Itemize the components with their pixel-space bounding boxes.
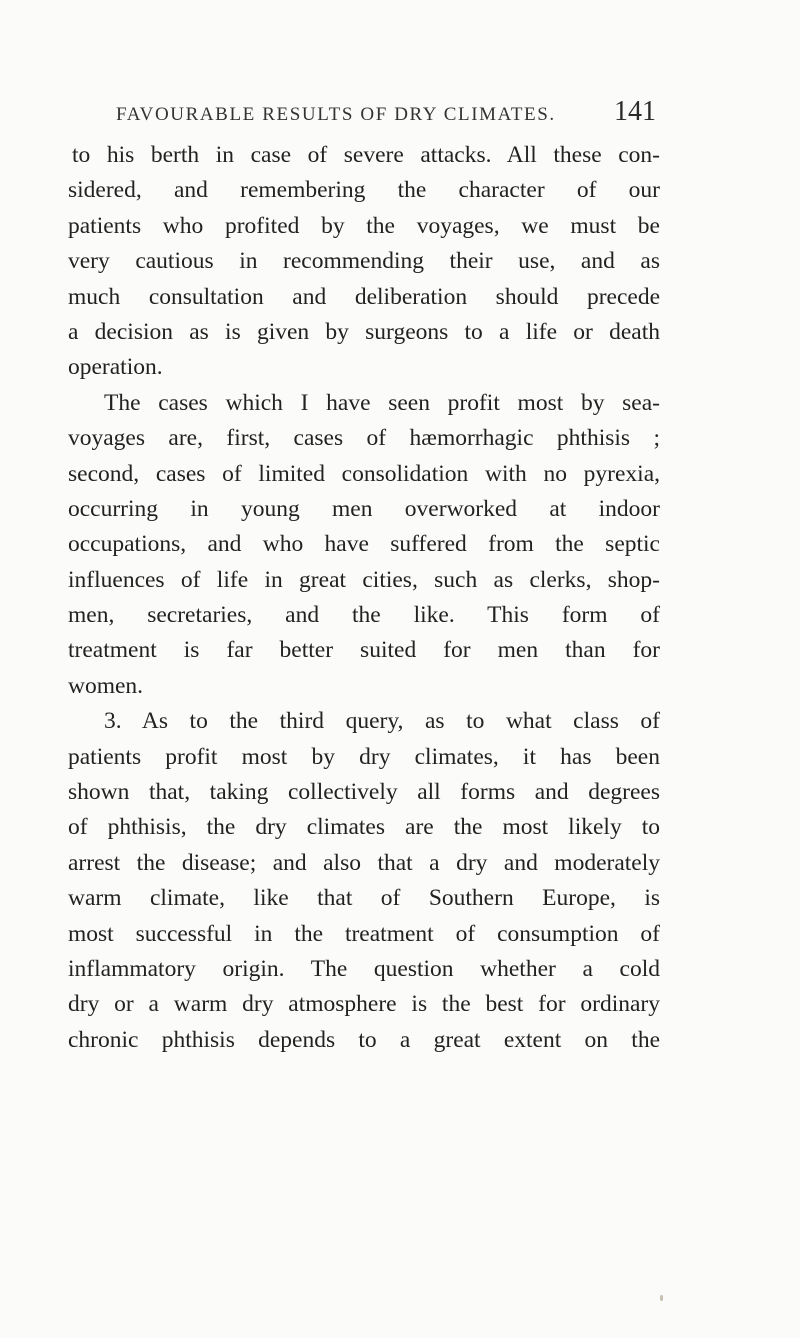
text-line: to his berth in case of severe attacks. All these con- xyxy=(72,142,660,168)
text-line: influences of life in great cities, such as clerks, shop- xyxy=(68,566,660,593)
running-head xyxy=(116,98,656,128)
paper-speck xyxy=(660,1295,663,1301)
text-line: occupations, and who have suffered from the septic xyxy=(68,531,660,558)
text-line: of phthisis, the dry climates are the most likely to xyxy=(68,814,660,841)
text-line: operation. xyxy=(68,354,163,381)
text-line: 3. As to the third query, as to what class of xyxy=(104,708,660,735)
text-line: dry or a warm dry atmosphere is the best for ordinary xyxy=(68,991,660,1018)
text-line: shown that, taking collectively all forms and degrees xyxy=(68,779,660,806)
page-number: 141 xyxy=(614,96,656,127)
text-line: very cautious in recommending their use, and as xyxy=(68,248,660,275)
text-line: arrest the disease; and also that a dry and moderately xyxy=(68,849,660,876)
text-line: a decision as is given by surgeons to a life or death xyxy=(68,318,660,345)
text-line: patients profit most by dry climates, it has been xyxy=(68,743,660,770)
text-line: much consultation and deliberation should precede xyxy=(68,283,660,310)
text-line: voyages are, first, cases of hæmorrhagic phthisis ; xyxy=(68,425,660,452)
text-line: occurring in young men overworked at indoor xyxy=(68,495,660,522)
text-line: chronic phthisis depends to a great extent on the xyxy=(68,1026,660,1053)
text-line: inflammatory origin. The question whether a cold xyxy=(68,955,660,982)
text-line: The cases which I have seen profit most by sea- xyxy=(104,389,660,416)
text-line: most successful in the treatment of consumption of xyxy=(68,920,660,947)
text-line: patients who profited by the voyages, we must be xyxy=(68,212,660,239)
running-title: FAVOURABLE RESULTS OF DRY CLIMATES. xyxy=(116,104,556,125)
text-line: treatment is far better suited for men than for xyxy=(68,637,660,664)
text-line: women. xyxy=(68,672,144,699)
text-line: second, cases of limited consolidation with no pyrexia, xyxy=(68,460,660,487)
body-text xyxy=(68,138,660,1058)
text-line: warm climate, like that of Southern Europe, is xyxy=(68,885,660,912)
text-line: men, secretaries, and the like. This form of xyxy=(68,602,660,629)
text-line: sidered, and remembering the character of our xyxy=(68,177,660,204)
